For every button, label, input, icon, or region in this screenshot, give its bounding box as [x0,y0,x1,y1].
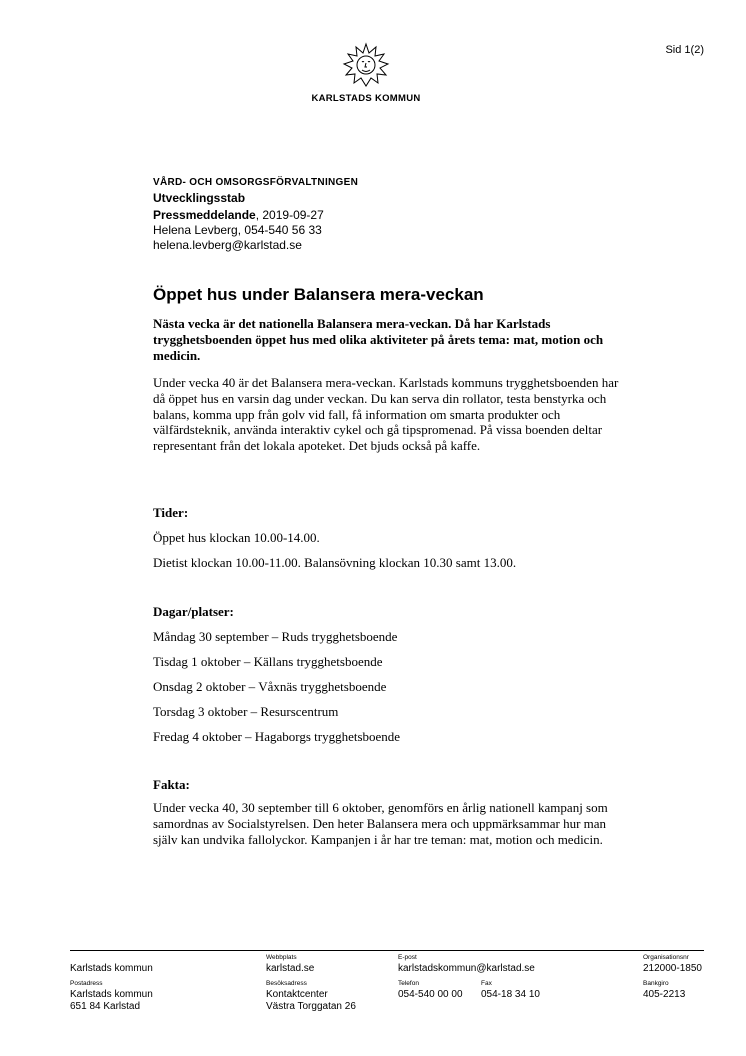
contact-email: helena.levberg@karlstad.se [153,238,302,252]
footer-bankgiro: 405-2213 [643,989,686,1000]
places-heading: Dagar/platser: [153,604,234,619]
article-body: Under vecka 40 är det Balansera mera-veckan. Karlstads kommuns trygghetsboenden har då öppet hus en varsin dag under veckan. Du kan serva din rollator, testa benstyrka och balans, komma upp från golv vid fall, få information om smarta produkter och välfärdsteknik, använda interaktiv cykel och gå tipspromenad. På vissa boenden deltar representant från det lokala apoteket. Det bjuds också på kaffe. [153,375,619,454]
facts-text: Under vecka 40, 30 september till 6 oktober, genomförs en årlig nationell kampanj som samordnas av Socialstyrelsen. Den heter Balansera mera och uppmärksammar hur man själv kan undvika fallolyckor. Kampanjen i år har tre teman: mat, motion och medicin. [153,800,608,847]
footer-postadress-1: Karlstads kommun [70,989,153,1000]
times-heading: Tider: [153,505,189,520]
footer-postadress-2: 651 84 Karlstad [70,1001,141,1012]
page-number: Sid 1(2) [665,44,704,56]
footer-bankgiro-label: Bankgiro [643,980,669,987]
press-release-line [153,208,324,223]
times-line: Öppet hus klockan 10.00-14.00. [153,530,320,545]
footer-telefon-label: Telefon [398,980,419,987]
footer-orgnr: 212000-1850 [643,963,702,974]
footer-besoksadress-2: Västra Torggatan 26 [266,1001,356,1012]
press-date: , 2019-09-27 [255,208,324,222]
organization-name: KARLSTADS KOMMUN [311,93,421,104]
places-line: Tisdag 1 oktober – Källans trygghetsboende [153,654,383,669]
places-line: Onsdag 2 oktober – Våxnäs trygghetsboende [153,679,387,694]
footer-telefon: 054-540 00 00 [398,989,463,1000]
article-title: Öppet hus under Balansera mera-veckan [153,285,484,304]
footer-postadress-label: Postadress [70,980,103,987]
unit: Utvecklingsstab [153,191,246,205]
footer-epost-label: E-post [398,954,417,961]
footer-epost: karlstadskommun@karlstad.se [398,963,535,974]
department: VÅRD- OCH OMSORGSFÖRVALTNINGEN [153,177,359,188]
footer-besoksadress-1: Kontaktcenter [266,989,328,1000]
facts-heading: Fakta: [153,777,190,792]
places-line: Måndag 30 september – Ruds trygghetsboende [153,629,398,644]
footer-divider [70,950,704,951]
footer-webbplats: karlstad.se [266,963,315,974]
contact-line: Helena Levberg, 054-540 56 33 [153,223,322,237]
footer-besoksadress-label: Besöksadress [266,980,307,987]
places-line: Torsdag 3 oktober – Resurscentrum [153,704,339,719]
doc-type: Pressmeddelande [153,208,256,222]
places-line: Fredag 4 oktober – Hagaborgs trygghetsboende [153,729,401,744]
footer-orgnr-label: Organisationsnr [643,954,689,961]
footer-webbplats-label: Webbplats [266,954,297,961]
article-lead: Nästa vecka är det nationella Balansera mera-veckan. Då har Karlstads trygghetsboenden öppet hus med olika aktiviteter på årets tema: mat, motion och medicin. [153,316,604,363]
footer-fax: 054-18 34 10 [481,989,540,1000]
footer-fax-label: Fax [481,980,492,987]
sun-logo-icon [336,42,396,90]
footer-org-name: Karlstads kommun [70,963,153,974]
times-line: Dietist klockan 10.00-11.00. Balansövning klockan 10.30 samt 13.00. [153,555,517,570]
